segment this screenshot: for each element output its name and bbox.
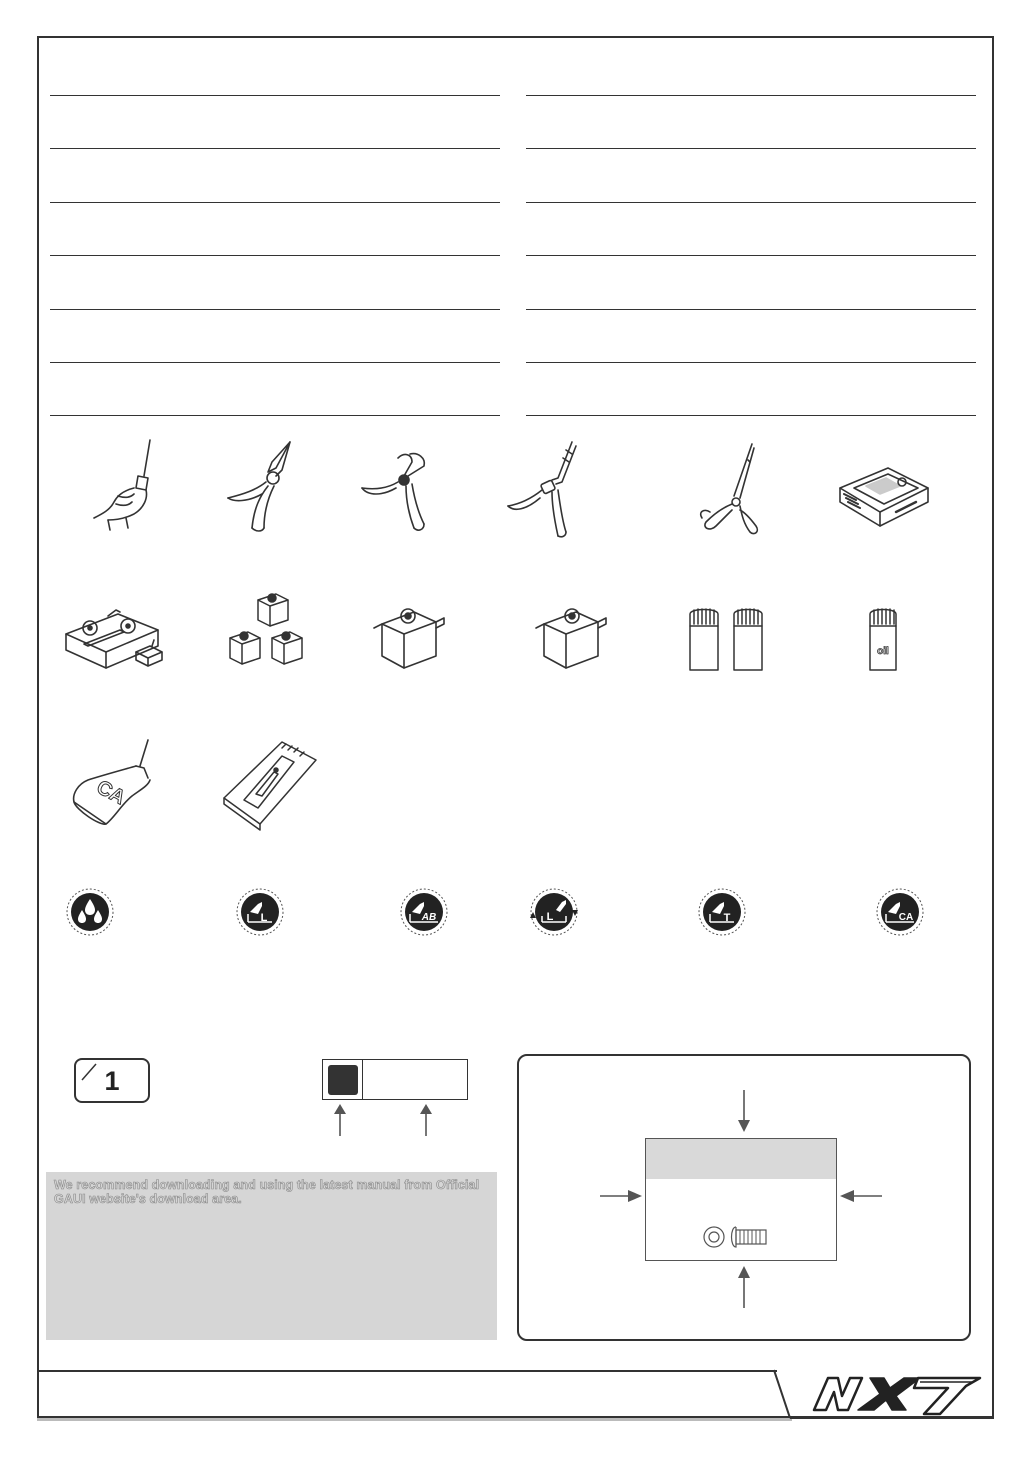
ca-label: CA — [92, 776, 129, 810]
note-box — [46, 1172, 497, 1340]
two-grease-tubes-icon — [676, 594, 786, 704]
servo-icon — [532, 590, 642, 700]
legend-swatch — [328, 1065, 358, 1095]
threadlocker-t-icon — [698, 888, 746, 936]
right-arrow-icon — [598, 1186, 644, 1206]
left-arrow-icon — [838, 1186, 884, 1206]
blank-line — [526, 309, 976, 310]
blank-line — [50, 95, 500, 96]
battery-charger-icon — [826, 432, 936, 542]
hex-screwdriver-icon — [78, 432, 188, 542]
blank-line — [526, 415, 976, 416]
badge-ab-label: AB — [421, 912, 437, 923]
ab-glue-icon — [400, 888, 448, 936]
oil-bottle-icon — [828, 594, 938, 704]
nx7-logo — [770, 1368, 994, 1420]
legend-divider — [362, 1060, 363, 1099]
oil-label: oil — [877, 646, 889, 657]
diagram-panel-header — [646, 1139, 836, 1179]
threadlocker-remove-icon — [530, 888, 578, 936]
up-arrow-icon — [416, 1102, 436, 1138]
legend-box — [322, 1059, 468, 1100]
blank-line — [526, 148, 976, 149]
blank-line — [526, 255, 976, 256]
oil-drops-icon — [66, 888, 114, 936]
pitch-gauge-icon — [216, 734, 326, 844]
badge-l-label: L — [260, 912, 268, 924]
footer-line — [37, 1370, 777, 1372]
three-cyclic-servos-icon — [218, 584, 328, 694]
threadlocker-l-icon — [236, 888, 284, 936]
footer-shadow-line — [37, 1418, 792, 1421]
badge-ca-label: CA — [898, 912, 914, 923]
blank-line — [50, 362, 500, 363]
screw-icon — [702, 1223, 774, 1251]
blank-line — [50, 309, 500, 310]
ca-glue-bottle-icon — [60, 732, 170, 842]
needle-nose-pliers-icon — [218, 432, 328, 542]
badge-l2-label: L — [546, 911, 554, 923]
step-number-box — [74, 1058, 150, 1103]
up-arrow-icon — [330, 1102, 350, 1138]
blank-line — [526, 95, 976, 96]
ca-glue-icon — [876, 888, 924, 936]
up-arrow-icon — [734, 1264, 754, 1310]
blank-line — [526, 202, 976, 203]
radio-transmitter-receiver-icon — [58, 590, 168, 700]
blank-line — [50, 255, 500, 256]
long-nose-pliers-icon — [682, 432, 792, 542]
ball-link-pliers-icon — [496, 432, 606, 542]
diagram-panel — [645, 1138, 837, 1261]
down-arrow-icon — [734, 1088, 754, 1134]
nx7-logo-mark — [814, 1378, 980, 1414]
badge-t-label: T — [723, 912, 731, 924]
side-cutter-icon — [354, 432, 464, 542]
step-number: 1 — [104, 1066, 120, 1096]
blank-line — [526, 362, 976, 363]
note-text: We recommend downloading and using the latest manual from Official GAUI website's download area. — [54, 1178, 480, 1206]
blank-line — [50, 415, 500, 416]
blank-line — [50, 202, 500, 203]
tail-servo-icon — [370, 590, 480, 700]
blank-line — [50, 148, 500, 149]
